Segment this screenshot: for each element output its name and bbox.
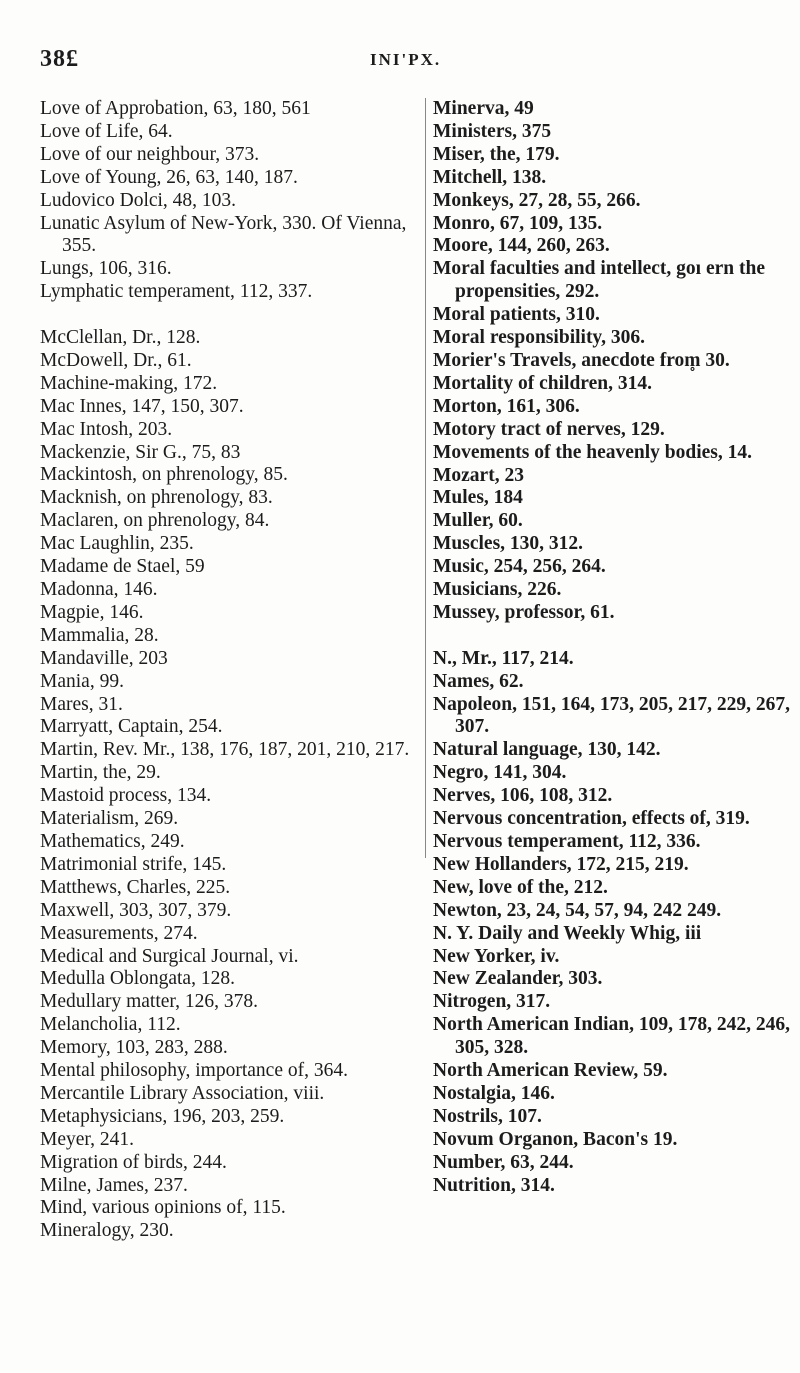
index-entry: Mares, 31. [40, 693, 123, 715]
index-entry: Macknish, on phrenology, 83. [40, 487, 273, 509]
index-entry: Monkeys, 27, 28, 55, 266. [433, 189, 641, 211]
index-entry: Mandaville, 203 [40, 647, 168, 669]
index-entry: Newton, 23, 24, 54, 57, 94, 242 249. [433, 899, 722, 921]
index-entry: Mac Laughlin, 235. [40, 533, 194, 555]
index-entry: Martin, Rev. Mr., 138, 176, 187, 201, 210, 217. [40, 739, 410, 761]
index-entry: Meyer, 241. [40, 1128, 134, 1150]
index-entry: Magpie, 146. [40, 601, 144, 623]
index-entry: Love of Approbation, 63, 180, 561 [40, 98, 311, 119]
index-entry: Mind, various opinions of, 115. [40, 1197, 286, 1219]
running-head: INI'PX. [370, 50, 442, 69]
index-entry: Nutrition, 314. [433, 1174, 555, 1196]
index-entry: Nostrils, 107. [433, 1105, 542, 1127]
index-entry: Love of Young, 26, 63, 140, 187. [40, 166, 298, 188]
index-entry: Melancholia, 112. [40, 1014, 181, 1036]
index-entry: Matrimonial strife, 145. [40, 853, 227, 875]
index-entry: Milne, James, 237. [40, 1174, 188, 1196]
index-entry: Muscles, 130, 312. [433, 533, 584, 555]
index-entry: Mineralogy, 230. [40, 1220, 174, 1242]
index-entry: McDowell, Dr., 61. [40, 349, 192, 371]
index-entry: Lymphatic temperament, 112, 337. [40, 281, 313, 303]
index-entry: Metaphysicians, 196, 203, 259. [40, 1105, 285, 1127]
index-entry: Morier's Travels, anecdote from̥ 30. [433, 349, 730, 371]
index-entry: Matthews, Charles, 225. [40, 876, 231, 898]
index-entry: Monro, 67, 109, 135. [433, 212, 603, 234]
index-entry: Medical and Surgical Journal, vi. [40, 945, 299, 967]
index-entry: Motory tract of nerves, 129. [433, 418, 665, 440]
index-entry: Mortality of children, 314. [433, 372, 652, 394]
index-entry: Mozart, 23 [433, 464, 524, 486]
index-entry: New Yorker, iv. [433, 945, 560, 967]
index-entry: Medulla Oblongata, 128. [40, 968, 235, 990]
index-entry: Mussey, professor, 61. [433, 601, 615, 623]
section-gap [40, 304, 410, 327]
index-entry: Names, 62. [433, 670, 524, 692]
index-entry: Mania, 99. [40, 670, 124, 692]
index-entry: Mastoid process, 134. [40, 785, 212, 807]
index-entry: Mammalia, 28. [40, 624, 159, 646]
index-entry: Napoleon, 151, 164, 173, 205, 217, 229, 267, 307. [433, 693, 790, 738]
index-entry: Nervous concentration, effects of, 319. [433, 808, 750, 830]
index-entry: Ludovico Dolci, 48, 103. [40, 189, 237, 211]
index-entry: Maclaren, on phrenology, 84. [40, 510, 270, 532]
index-entry: Ministers, 375 [433, 120, 552, 142]
section-gap [433, 625, 800, 648]
index-entry: Marryatt, Captain, 254. [40, 716, 223, 738]
index-entry: Lungs, 106, 316. [40, 258, 172, 280]
page-number: 38£ [40, 46, 79, 72]
index-entry: North American Review, 59. [433, 1060, 668, 1082]
index-entry: Muller, 60. [433, 510, 523, 532]
index-entry: Madonna, 146. [40, 579, 158, 601]
index-entry: Moral patients, 310. [433, 304, 600, 326]
index-entry: Love of Life, 64. [40, 120, 173, 142]
index-entry: Maxwell, 303, 307, 379. [40, 899, 232, 921]
index-column-right [425, 98, 800, 1196]
index-entry: Negro, 141, 304. [433, 762, 567, 784]
index-entry: Mackintosh, on phrenology, 85. [40, 464, 288, 486]
index-entry: Memory, 103, 283, 288. [40, 1037, 228, 1059]
index-entry: New Hollanders, 172, 215, 219. [433, 853, 689, 875]
index-entry: Materialism, 269. [40, 808, 179, 830]
index-entry: Mitchell, 138. [433, 166, 547, 188]
index-entry: Mules, 184 [433, 487, 523, 509]
index-entry: Mac Innes, 147, 150, 307. [40, 395, 244, 417]
index-entry: Nitrogen, 317. [433, 991, 551, 1013]
index-entry: Novum Organon, Bacon's 19. [433, 1128, 678, 1150]
index-entry: Natural language, 130, 142. [433, 739, 661, 761]
index-entry: Nervous temperament, 112, 336. [433, 830, 701, 852]
index-entry: Miser, the, 179. [433, 143, 560, 165]
index-entry: Number, 63, 244. [433, 1151, 574, 1173]
index-entry: Moral faculties and intellect, goı ern the propensities, 292. [433, 258, 765, 303]
index-entry: Machine-making, 172. [40, 372, 218, 394]
index-entry: Lunatic Asylum of New-York, 330. Of Vienna, 355. [40, 212, 407, 257]
index-entry: Mercantile Library Association, viii. [40, 1082, 325, 1104]
index-entry: Measurements, 274. [40, 922, 198, 944]
index-entry: New, love of the, 212. [433, 876, 608, 898]
index-entry: Martin, the, 29. [40, 762, 161, 784]
index-column-left [40, 98, 410, 1243]
index-entry: N., Mr., 117, 214. [433, 647, 574, 669]
index-entry: McClellan, Dr., 128. [40, 327, 201, 349]
index-entry: New Zealander, 303. [433, 968, 603, 990]
index-entry: Mackenzie, Sir G., 75, 83 [40, 441, 241, 463]
index-entry: Movements of the heavenly bodies, 14. [433, 441, 753, 463]
index-entry: Nostalgia, 146. [433, 1082, 555, 1104]
index-entry: Moore, 144, 260, 263. [433, 235, 610, 257]
index-entry: Love of our neighbour, 373. [40, 143, 260, 165]
index-entry: Minerva, 49 [433, 98, 534, 119]
index-entry: Medullary matter, 126, 378. [40, 991, 259, 1013]
index-entry: Morton, 161, 306. [433, 395, 580, 417]
index-entry: Music, 254, 256, 264. [433, 556, 606, 578]
index-entry: Madame de Stael, 59 [40, 556, 205, 578]
index-entry: N. Y. Daily and Weekly Whig, iii [433, 922, 702, 944]
index-entry: Mathematics, 249. [40, 830, 185, 852]
index-entry: Nerves, 106, 108, 312. [433, 785, 613, 807]
index-entry: Migration of birds, 244. [40, 1151, 227, 1173]
index-entry: Musicians, 226. [433, 579, 562, 601]
index-entry: North American Indian, 109, 178, 242, 246, 305, 328. [433, 1014, 790, 1059]
index-entry: Mac Intosh, 203. [40, 418, 173, 440]
index-entry: Moral responsibility, 306. [433, 327, 645, 349]
index-entry: Mental philosophy, importance of, 364. [40, 1060, 348, 1082]
